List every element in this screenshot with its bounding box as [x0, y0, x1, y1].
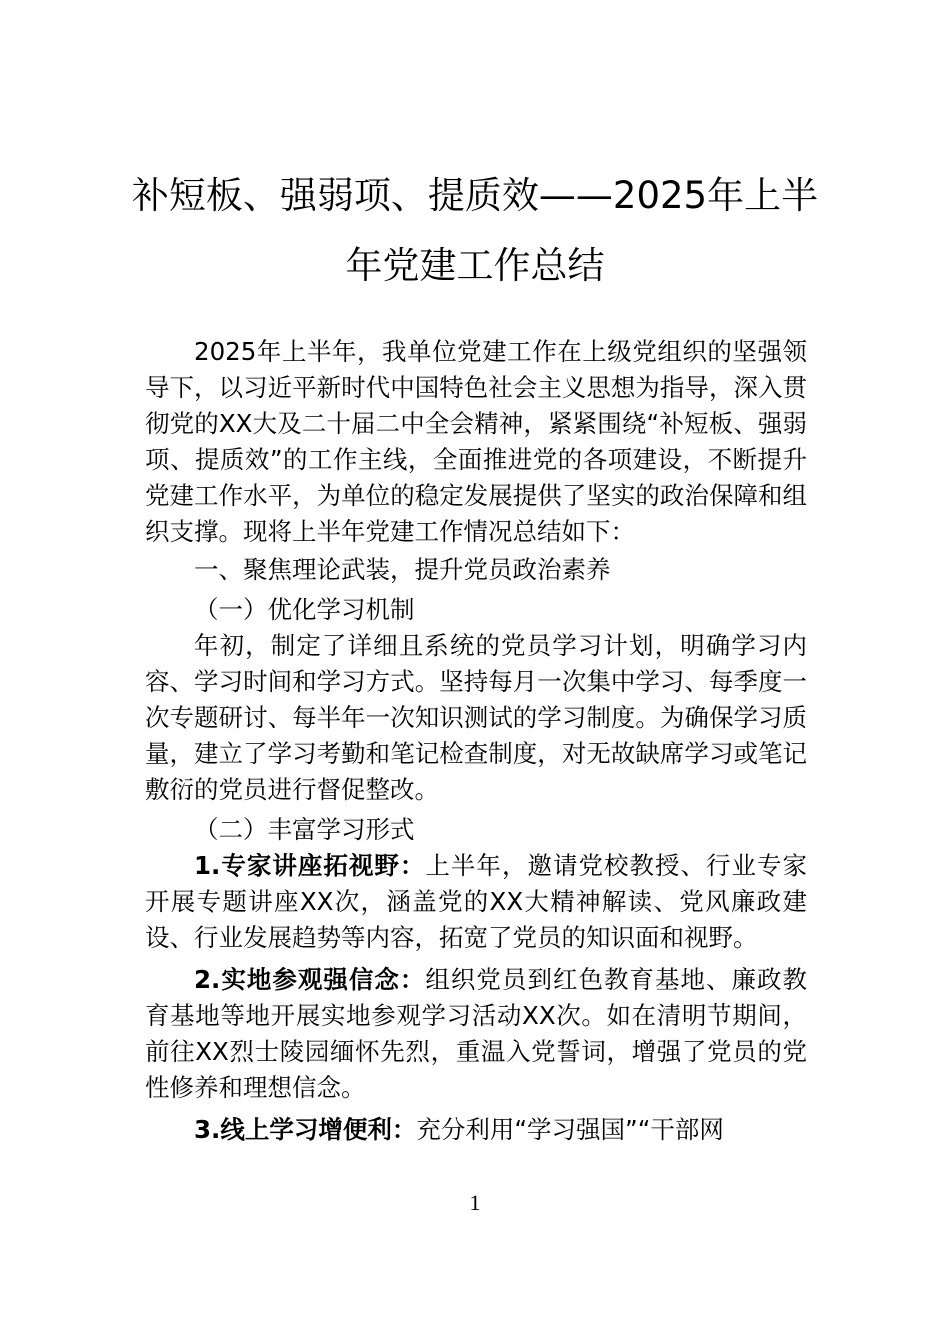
list-item-3-lead: 3.线上学习增便利： — [194, 1115, 417, 1144]
list-item-2 — [145, 962, 807, 1106]
list-item-3-text: 充分利用“学习强国”“干部网 — [416, 1115, 724, 1144]
list-item-1-lead: 1.专家讲座拓视野： — [194, 851, 426, 880]
subsection-1-paragraph: 年初，制定了详细且系统的党员学习计划，明确学习内容、学习时间和学习方式。坚持每月一次集中学习、每季度一次专题研讨、每半年一次知识测试的学习制度。为确保学习质量，建立了学习考勤和笔记检查制度，对无故缺席学习或笔记敷衍的党员进行督促整改。 — [145, 631, 807, 804]
subsection-heading-1: （一）优化学习机制 — [194, 595, 415, 624]
list-item-2-text: 组织党员到红色教育基地、廉政教育基地等地开展实地参观学习活动XX次。如在清明节期间，前往XX烈士陵园缅怀先烈，重温入党誓词，增强了党员的党性修养和理想信念。 — [145, 965, 808, 1102]
list-item-2-lead: 2.实地参观强信念： — [194, 965, 426, 994]
subsection-heading-2: （二）丰富学习形式 — [194, 815, 415, 844]
page-number: 1 — [469, 1190, 481, 1215]
list-item-1-text: 上半年，邀请党校教授、行业专家开展专题讲座XX次，涵盖党的XX大精神解读、党风廉政建设、行业发展趋势等内容，拓宽了党员的知识面和视野。 — [145, 851, 808, 952]
document-title-line-2: 年党建工作总结 — [345, 244, 605, 287]
intro-paragraph: 2025年上半年，我单位党建工作在上级党组织的坚强领导下，以习近平新时代中国特色社会主义思想为指导，深入贯彻党的XX大及二十届二中全会精神，紧紧围绕“补短板、强弱项、提质效”的工作主线，全面推进党的各项建设，不断提升党建工作水平，为单位的稳定发展提供了坚实的政治保障和组织支撑。现将上半年党建工作情况总结如下： — [145, 337, 807, 546]
list-item-3 — [145, 1112, 807, 1148]
list-item-1 — [145, 848, 807, 956]
document-title-line-1: 补短板、强弱项、提质效——2025年上半 — [131, 174, 819, 217]
document-body — [145, 334, 807, 1148]
section-heading-1: 一、聚焦理论武装，提升党员政治素养 — [194, 555, 611, 584]
